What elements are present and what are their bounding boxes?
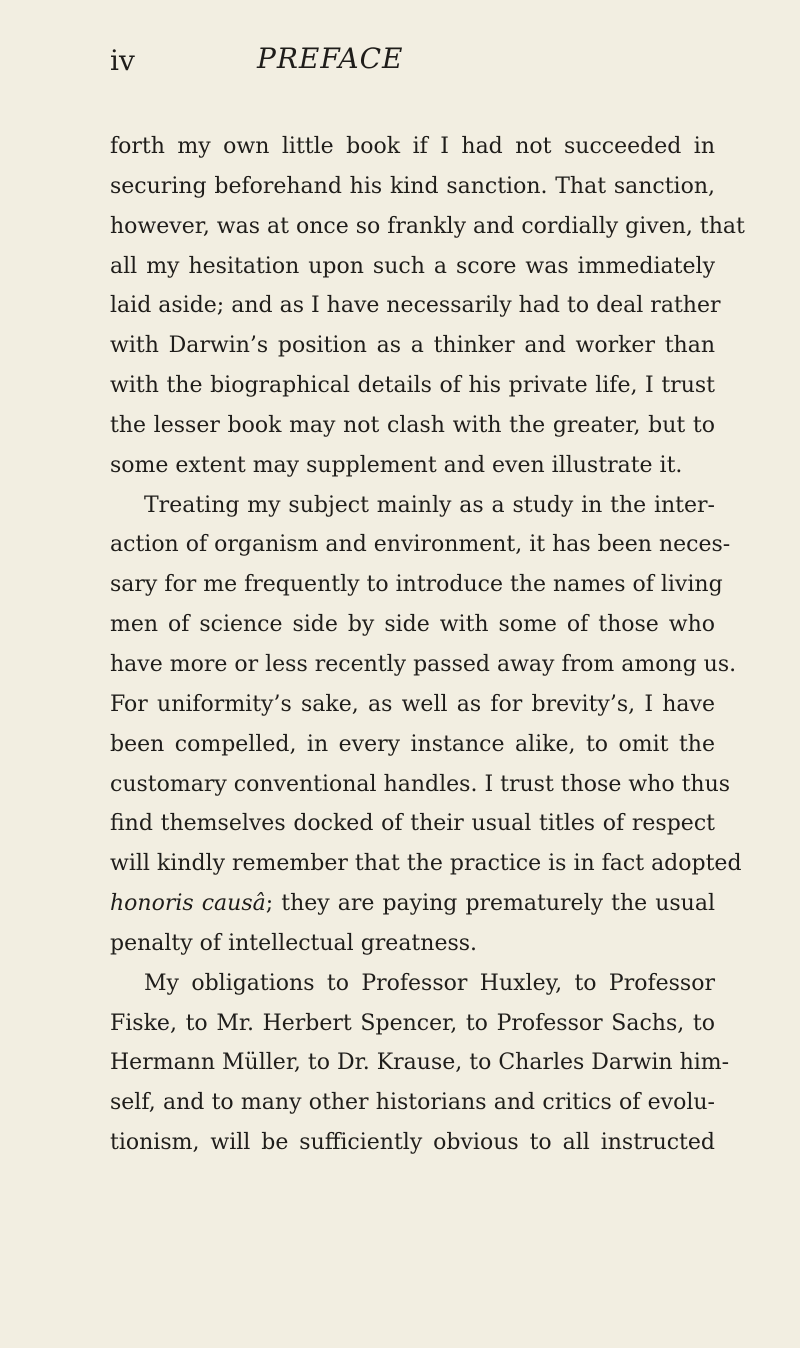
text-line-3: however, was at once so frankly and cordially given, that [110,213,745,239]
text-line-23: Fiske, to Mr. Herbert Spencer, to Professor Sachs, to [110,1010,715,1036]
text-line-18: find themselves docked of their usual titles of respect [110,811,715,837]
running-title: PREFACE [257,42,404,75]
text-line-20-rest: ; they are paying prematurely the usual [265,891,715,917]
text-line-8: the lesser book may not clash with the greater, but to [110,412,715,438]
text-line-15: For uniformity’s sake, as well as for brevity’s, I have [110,691,715,717]
page-header [110,44,730,84]
text-line-14: have more or less recently passed away from among us. [110,651,737,677]
text-line-9: some extent may supplement and even illustrate it. [110,452,683,478]
body-text [110,127,745,1163]
text-line-4: all my hesitation upon such a score was immediately [110,253,715,279]
text-line-16: been compelled, in every instance alike, to omit the [110,731,715,757]
text-line-24: Hermann Müller, to Dr. Krause, to Charles Darwin him- [110,1050,730,1076]
text-line-19: will kindly remember that the practice is in fact adopted [110,851,742,877]
text-line-5: laid aside; and as I have necessarily had to deal rather [110,293,721,319]
page-number: iv [110,44,135,77]
latin-phrase: honoris causâ [110,891,266,917]
text-line-1: forth my own little book if I had not succeeded in [110,134,715,159]
text-line-12: sary for me frequently to introduce the names of living [110,572,723,598]
text-line-20 [110,884,715,924]
text-line-17: customary conventional handles. I trust those who thus [110,771,731,797]
text-line-7: with the biographical details of his private life, I trust [110,373,715,399]
text-line-26: tionism, will be sufficiently obvious to all instructed [110,1130,715,1156]
text-line-13: men of science side by side with some of those who [110,612,715,638]
text-line-21: penalty of intellectual greatness. [110,930,478,956]
text-line-11: action of organism and environment, it has been neces- [110,532,731,558]
text-line-6: with Darwin’s position as a thinker and worker than [110,333,715,359]
text-line-10: Treating my subject mainly as a study in the inter- [144,492,715,518]
text-line-25: self, and to many other historians and critics of evolu- [110,1090,715,1116]
text-line-22: My obligations to Professor Huxley, to Professor [144,970,715,996]
text-line-2: securing beforehand his kind sanction. That sanction, [110,173,715,199]
